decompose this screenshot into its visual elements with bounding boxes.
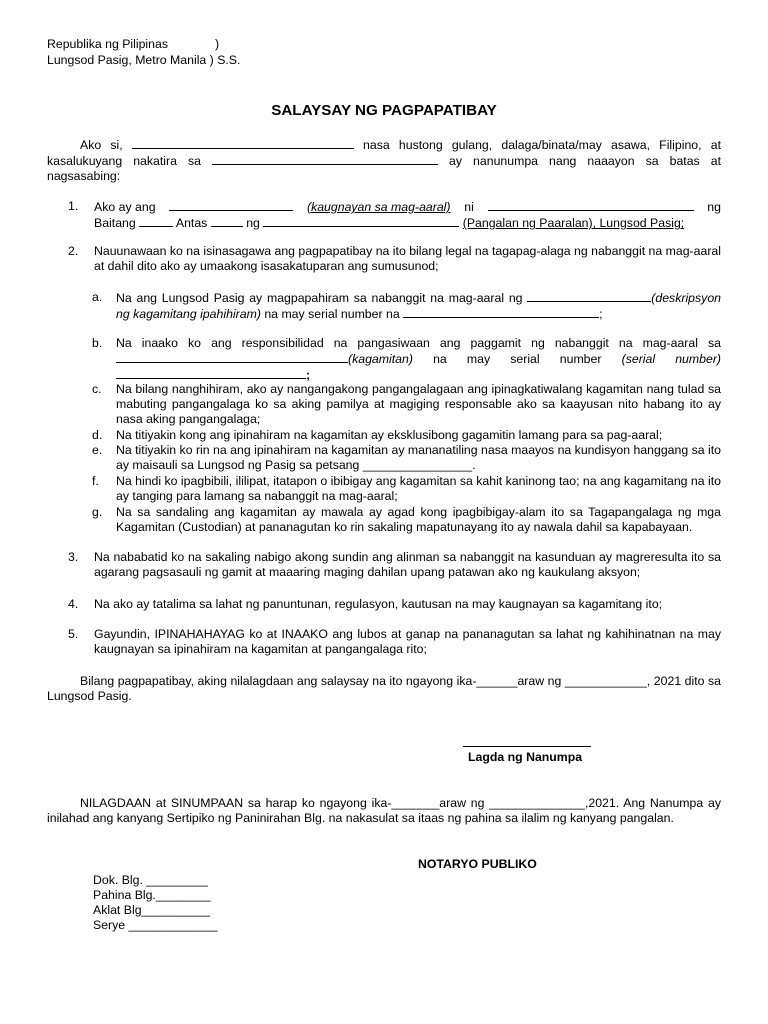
item-5-number: 5. [68,627,79,641]
intro-paragraph: Ako si, nasa hustong gulang, dalaga/binata/may asawa, Filipino, at kasalukuyang nakatira sa ay nanunumpa nang naaayon sa batas at nagsasabing: [47,138,721,184]
book-number-field: Aklat Blg__________ [93,903,210,917]
sub-d-letter: d. [92,428,103,442]
relation-blank[interactable] [169,199,293,211]
name-blank[interactable] [132,137,354,149]
sub-d-text: Na titiyakin kong ang ipinahiram na kagamitan ay eksklusibong gagamitin lamang para sa pag-aaral; [116,428,663,442]
notary-title: NOTARYO PUBLIKO [418,857,537,871]
sub-c-letter: c. [92,382,102,396]
notary-paragraph: NILAGDAAN at SINUMPAAN sa harap ko ngayong ika-_______araw ng ______________,2021. Ang Nanumpa ay inilahad ang kanyang Sertipiko ng Paninirahan Blg. na nakasulat sa itaas ng pahina sa ilalim ng kanyang pangalan. [47,796,721,826]
item-1-line-1: Ako ay ang (kaugnayan sa mag-aaral) ni ng [94,200,721,214]
item-4-text: Na ako ay tatalima sa lahat ng panuntunan, regulasyon, kautusan na may kaugnayan sa kagamitang ito; [94,597,663,611]
equipment-blank[interactable] [116,351,348,363]
sub-e-text: Na titiyakin ko rin na ang ipinahiram na kagamitan ay mananatiling nasa maayos na kundisyon hanggang sa ito ay maisauli sa Lungsod ng Pasig sa petsang ________________. [116,443,721,473]
item-2-text: Nauunawaan ko na isinasagawa ang pagpapatibay na ito bilang legal na tagapag-alaga ng nabanggit na mag-aaral at dahil dito ako ay umaakong isasakatuparan ang sumusunod; [94,244,721,274]
item-3-number: 3. [68,550,79,564]
item-1-number: 1. [68,199,79,213]
signature-label: Lagda ng Nanumpa [468,750,583,764]
page-number-field: Pahina Blg.________ [93,888,211,902]
sub-a-letter: a. [92,290,103,304]
doc-number-field: Dok. Blg. _________ [93,873,208,887]
closing-paragraph: Bilang pagpapatibay, aking nilalagdaan ang salaysay na ito ngayong ika-______araw ng ____________, 2021 dito sa Lungsod Pasig. [47,674,721,704]
serial-number-blank-b[interactable] [116,367,306,379]
sub-g-letter: g. [92,505,103,519]
sub-f-letter: f. [92,474,99,488]
header-line-1 [47,37,220,52]
item-4-number: 4. [68,597,79,611]
header-republic: Republika ng Pilipinas [47,37,168,51]
document-title: SALAYSAY NG PAGPAPATIBAY [271,102,497,119]
grade-blank[interactable] [139,215,173,227]
item-3-text: Na nababatid ko na sakaling nabigo akong sundin ang alinman sa nabanggit na kasunduan ay magreresulta ito sa agarang pagsasauli ng gamit at maaaring maging dahilan upang patawan ako ng kaukulang aksyon; [94,550,721,580]
item-1 [94,199,721,231]
sub-g-text: Na sa sandaling ang kagamitan ay mawala ay agad kong ipagbibigay-alam ito sa Tagapangalaga ng mga Kagamitan (Custodian) at pananagutan ko rin sakaling mapatunayang ito ay nawala dahil sa kapabayaan. [116,505,721,535]
serial-number-blank-a[interactable] [403,306,599,318]
sub-b-letter: b. [92,336,103,350]
header-line-2: Lungsod Pasig, Metro Manila ) S.S. [47,53,241,67]
student-name-blank[interactable] [488,199,694,211]
item-1-line-2: Baitang Antas ng (Pangalan ng Paaralan), Lungsod Pasig; [94,216,685,231]
school-blank[interactable] [263,215,459,227]
sub-f-text: Na hindi ko ipagbibili, ililipat, itatapon o ibibigay ang kagamitan sa kahit kaninong tao; na ang kagamitang na ito ay tanging para lamang sa nabanggit na mag-aaral; [116,474,721,504]
sub-c-text: Na bilang nanghihiram, ako ay nangangakong pangangalagaan ang ipinagkatiwalang kagamitan nang tulad sa mabuting pangangalaga ko sa aking pamilya at magiging responsable ako sa kaayusan nito habang ito ay nasa aking pangangalaga; [116,382,721,427]
sub-a: Na ang Lungsod Pasig ay magpapahiram sa nabanggit na mag-aaral ng (deskripsyon ng kagamitang ipahihiram) na may serial number na ; [116,291,721,322]
item-2-number: 2. [68,244,79,258]
sub-b: Na inaako ko ang responsibilidad na pangasiwaan ang paggamit ng nabanggit na mag-aaral sa (kagamitan) na may serial number (serial number) ; [116,336,722,383]
address-blank[interactable] [212,153,438,165]
device-description-blank[interactable] [527,290,651,302]
series-field: Serye _____________ [93,918,218,932]
header-paren: ) [215,37,220,51]
signature-line[interactable] [463,746,591,747]
item-5-text: Gayundin, IPINAHAHAYAG ko at INAAKO ang lubos at ganap na pananagutan sa lahat ng kahihinatnan na may kaugnayan sa ipinahiram na kagamitan at pangangalaga rito; [94,627,721,657]
level-blank[interactable] [211,215,243,227]
sub-e-letter: e. [92,443,103,457]
